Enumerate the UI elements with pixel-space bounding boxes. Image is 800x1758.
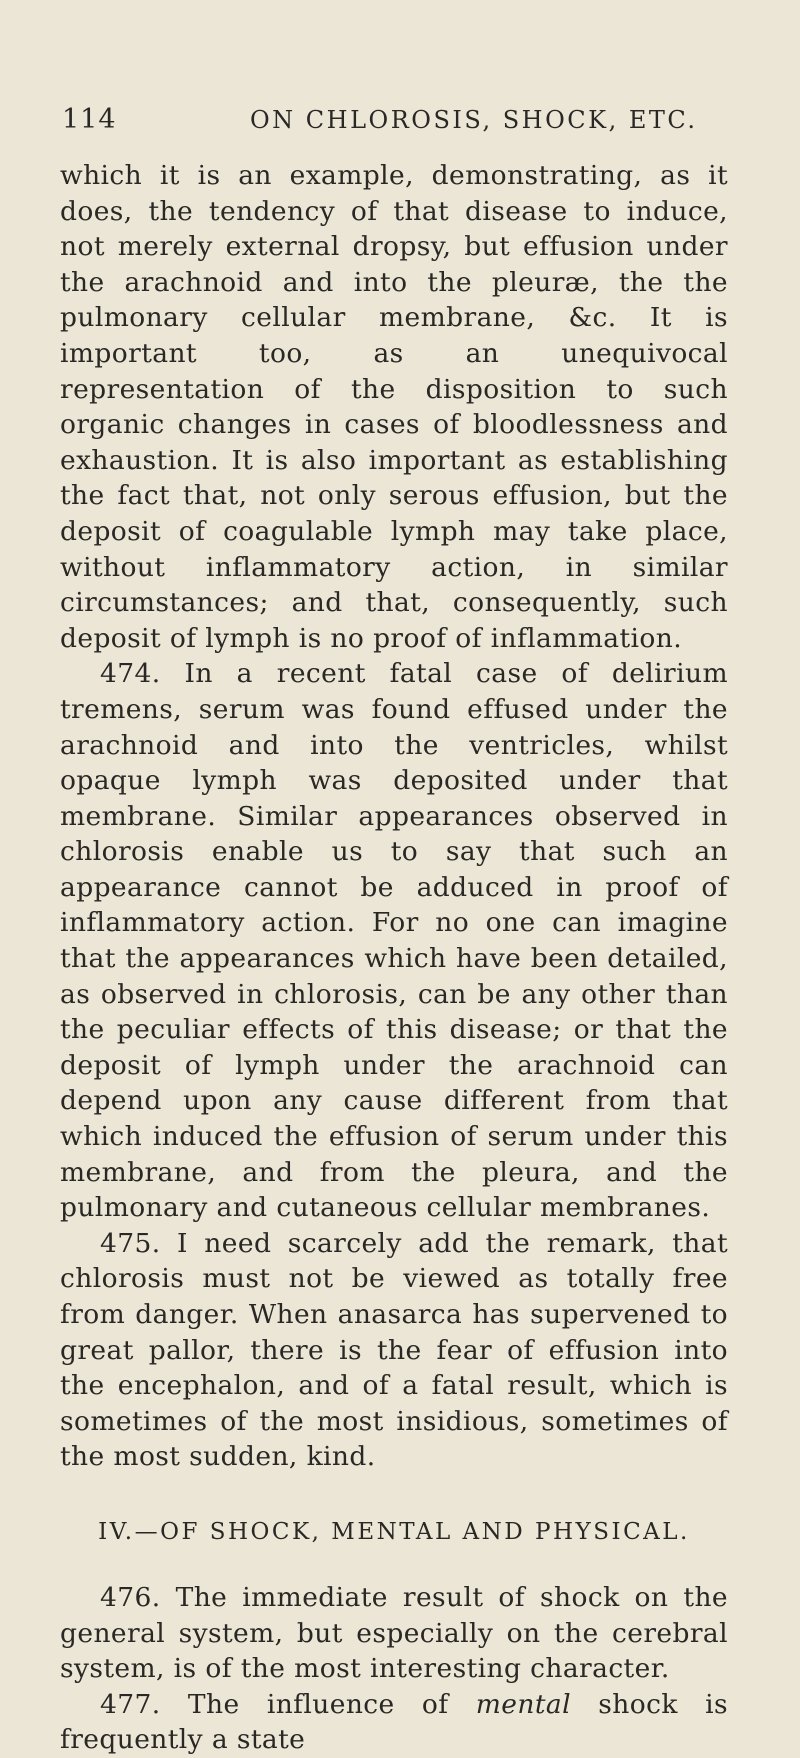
paragraph-475: 475. I need scarcely add the remark, that chlorosis must not be viewed as totally free from danger. When anasarca has supervened to great pallor, there is the fear of effusion into the encephalon, and of a fatal result, which is sometimes of the most insidious, sometimes of the most sudden, kind. xyxy=(60,1227,728,1473)
paragraph-477 xyxy=(60,1687,728,1758)
page-header xyxy=(62,104,732,144)
paragraph-474: 474. In a recent fatal case of delirium tremens, serum was found effused under the arachnoid and into the ventricles, whilst opaque lymph was deposited under that membrane. Similar appearances observed in chlorosis enable us to say that such an appearance cannot be adduced in proof of inflammatory action. For no one can imagine that the appearances which have been detailed, as observed in chlorosis, can be any other than the peculiar effects of this disease; or that the deposit of lymph under the arachnoid can depend upon any cause different from that which induced the effusion of serum under this membrane, and from the pleura, and the pulmonary and cutaneous cellular membranes. xyxy=(60,658,728,1224)
paragraph-476: 476. The immediate result of shock on the general system, but especially on the cerebral system, is of the most interesting character. xyxy=(60,1581,728,1685)
running-title: ON CHLOROSIS, SHOCK, ETC. xyxy=(250,106,698,134)
page-body xyxy=(60,158,728,1758)
section-heading: IV.—OF SHOCK, MENTAL AND PHYSICAL. xyxy=(98,1518,690,1545)
paragraph-continued: which it is an example, demonstrating, as it does, the tendency of that disease to induce, not merely external dropsy, but effusion under the arachnoid and into the pleuræ, the the pulmonary cellular membrane, &c. It is important too, as an unequivocal representation of the disposition to such organic changes in cases of bloodlessness and exhaustion. It is also important as establishing the fact that, not only serous effusion, but the deposit of coagulable lymph may take place, without inflammatory action, in similar circumstances; and that, consequently, such deposit of lymph is no proof of inflammation. xyxy=(60,160,728,654)
paragraph-477-start: 477. The influence of xyxy=(100,1688,476,1720)
paragraph-477-end: shock is frequently a state xyxy=(60,1688,728,1756)
page-number: 114 xyxy=(62,104,117,135)
paragraph-477-emphasis: mental xyxy=(475,1688,571,1720)
